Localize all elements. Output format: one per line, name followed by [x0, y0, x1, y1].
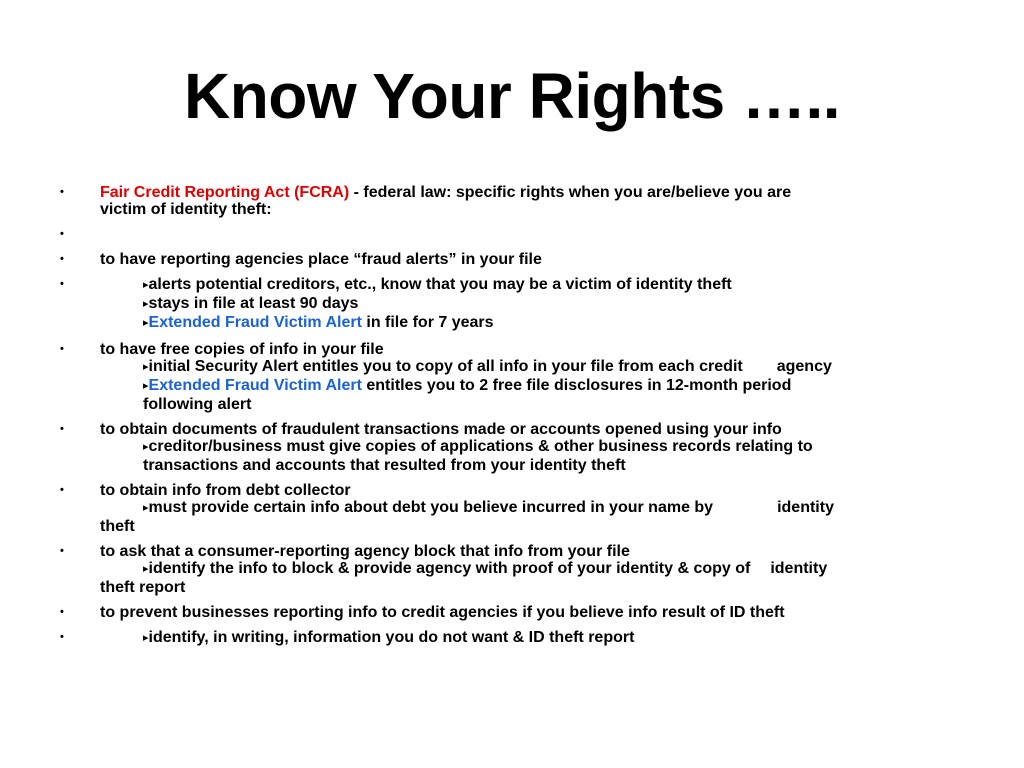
bullet-icon: •: [60, 278, 64, 290]
debt-collector-text: to obtain info from debt collector: [100, 482, 351, 499]
list-item-fraud-alerts: [57, 251, 957, 268]
free-copies-sub-1-end: agency: [776, 358, 832, 375]
prevent-text: to prevent businesses reporting info to credit agencies if you believe info result of ID theft: [100, 604, 785, 621]
debt-collector-sub-1: [100, 499, 957, 518]
fraud-alerts-text: to have reporting agencies place “fraud alerts” in your file: [100, 251, 542, 268]
free-copies-sub-1-text: initial Security Alert entitles you to copy of all info in your file from each credit: [148, 358, 743, 375]
sub-bullet-icon: ▸: [143, 380, 149, 392]
list-item-documents: [57, 421, 957, 474]
alert-detail-1: [100, 276, 957, 295]
alert-detail-3-text: in file for 7 years: [361, 314, 494, 331]
sub-bullet-icon: ▸: [143, 502, 149, 514]
block-info-sub-1-text: identify the info to block & provide agency with proof of your identity & copy of: [148, 560, 751, 577]
bullet-icon: •: [60, 545, 64, 557]
documents-sub-1-text: creditor/business must give copies of applications & other business records relating to: [148, 438, 813, 455]
free-copies-sub-2-text: entitles you to 2 free file disclosures in 12-month period: [361, 377, 792, 394]
sub-bullet-icon: ▸: [143, 632, 149, 644]
bullet-icon: •: [60, 186, 64, 198]
alert-detail-1-text: alerts potential creditors, etc., know that you may be a victim of identity theft: [148, 276, 732, 293]
block-info-sub-1-end: identity: [770, 560, 828, 577]
bullet-icon: •: [60, 631, 64, 643]
block-info-sub-1-cont: theft report: [100, 579, 186, 596]
list-item-alert-details: [57, 276, 957, 333]
free-copies-text: to have free copies of info in your file: [100, 341, 384, 358]
documents-sub-1: [100, 438, 957, 457]
alert-detail-3: [100, 314, 957, 333]
bullet-icon: •: [60, 423, 64, 435]
slide-title: Know Your Rights …..: [183, 60, 841, 132]
free-copies-sub-1: [100, 358, 957, 377]
fcra-dash: -: [349, 184, 364, 201]
sub-bullet-icon: ▸: [143, 563, 149, 575]
alert-detail-2: [100, 295, 957, 314]
fcra-line-2: victim of identity theft:: [100, 201, 272, 218]
list-item-in-writing: [57, 629, 957, 648]
fcra-description: federal law: specific rights when you are/believe you are: [363, 184, 792, 201]
list-item-block-info: [57, 543, 957, 596]
block-info-text: to ask that a consumer-reporting agency block that info from your file: [100, 543, 630, 560]
list-item-debt-collector: [57, 482, 957, 535]
empty-line: [100, 226, 957, 243]
extended-fraud-victim-alert-text: Extended Fraud Victim Alert: [148, 314, 362, 331]
documents-sub-1-cont: transactions and accounts that resulted from your identity theft: [143, 457, 626, 474]
rights-bullet-list: [57, 184, 957, 656]
fcra-act-name: Fair Credit Reporting Act (FCRA): [100, 184, 350, 201]
free-copies-sub-2: [100, 377, 957, 396]
in-writing-sub-1: [100, 629, 957, 648]
list-item-free-copies: [57, 341, 957, 413]
debt-collector-sub-1-end: identity: [777, 499, 834, 516]
bullet-icon: •: [60, 228, 64, 240]
in-writing-sub-1-text: identify, in writing, information you do not want & ID theft report: [148, 629, 635, 646]
alert-detail-2-text: stays in file at least 90 days: [148, 295, 359, 312]
debt-collector-sub-1-text: must provide certain info about debt you believe incurred in your name by: [148, 499, 714, 516]
debt-collector-sub-1-cont: theft: [100, 518, 135, 535]
free-copies-sub-2-cont: following alert: [143, 396, 252, 413]
extended-fraud-victim-alert-text: Extended Fraud Victim Alert: [148, 377, 362, 394]
sub-bullet-icon: ▸: [143, 441, 149, 453]
fcra-line-1: [100, 184, 957, 201]
sub-bullet-icon: ▸: [143, 279, 149, 291]
list-item-prevent: [57, 604, 957, 621]
bullet-icon: •: [60, 484, 64, 496]
sub-bullet-icon: ▸: [143, 317, 149, 329]
list-item-empty: [57, 226, 957, 243]
bullet-icon: •: [60, 343, 64, 355]
documents-text: to obtain documents of fraudulent transactions made or accounts opened using your info: [100, 421, 782, 438]
sub-bullet-icon: ▸: [143, 298, 149, 310]
block-info-sub-1: [100, 560, 957, 579]
sub-bullet-icon: ▸: [143, 361, 149, 373]
bullet-icon: •: [60, 253, 64, 265]
list-item-fcra: [57, 184, 957, 218]
bullet-icon: •: [60, 606, 64, 618]
